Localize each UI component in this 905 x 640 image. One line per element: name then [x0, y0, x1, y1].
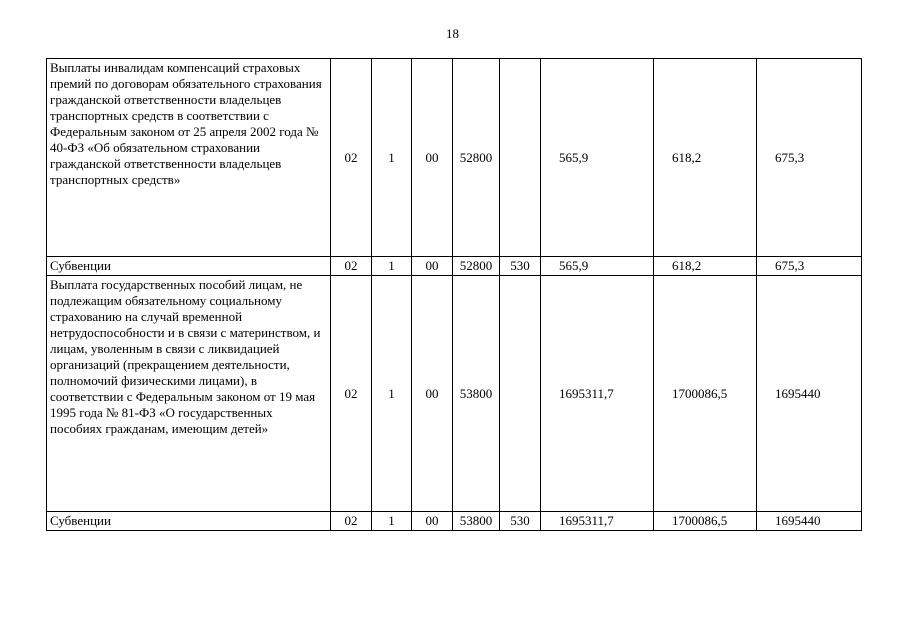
- amount-year-3: 675,3: [757, 59, 862, 257]
- budget-table: [46, 58, 862, 531]
- page-number: 18: [446, 26, 459, 41]
- table-row: [47, 512, 862, 531]
- direction-code: 53800: [453, 276, 500, 512]
- amount-year-3: 1695440: [757, 276, 862, 512]
- amount-year-1: 1695311,7: [541, 512, 654, 531]
- table-row: [47, 257, 862, 276]
- section-code: 02: [331, 276, 372, 512]
- amount-year-2: 1700086,5: [654, 276, 757, 512]
- amount-year-3: 675,3: [757, 257, 862, 276]
- subsection-code: 1: [372, 276, 412, 512]
- row-description: Выплаты инвалидам компенсаций страховых премий по договорам обязательного страхования гражданской ответственности владельцев транспортных средств в соответствии с Федеральным законом от 25 апреля 2002 года № 40-ФЗ «Об обязательном страховании гражданской ответственности владельцев транспортных средств»: [47, 59, 331, 257]
- section-code: 02: [331, 59, 372, 257]
- direction-code: 52800: [453, 257, 500, 276]
- subsection-code: 1: [372, 59, 412, 257]
- section-code: 02: [331, 512, 372, 531]
- table-row: [47, 59, 862, 257]
- row-description: Субвенции: [47, 257, 331, 276]
- row-description: Выплата государственных пособий лицам, не подлежащим обязательному социальному страхованию на случай временной нетрудоспособности и в связи с материнством, и лицам, уволенным в связи с ликвидацией организаций (прекращением деятельности, полномочий физическими лицами), в соответствии с Федеральным законом от 19 мая 1995 года № 81-ФЗ «О государственных пособиях гражданам, имеющим детей»: [47, 276, 331, 512]
- program-code: 00: [412, 512, 453, 531]
- amount-year-3: 1695440: [757, 512, 862, 531]
- amount-year-2: 618,2: [654, 59, 757, 257]
- expense-type-code: 530: [500, 257, 541, 276]
- amount-year-2: 1700086,5: [654, 512, 757, 531]
- program-code: 00: [412, 276, 453, 512]
- amount-year-2: 618,2: [654, 257, 757, 276]
- amount-year-1: 565,9: [541, 59, 654, 257]
- section-code: 02: [331, 257, 372, 276]
- row-description: Субвенции: [47, 512, 331, 531]
- expense-type-code: [500, 276, 541, 512]
- direction-code: 52800: [453, 59, 500, 257]
- amount-year-1: 1695311,7: [541, 276, 654, 512]
- subsection-code: 1: [372, 257, 412, 276]
- expense-type-code: 530: [500, 512, 541, 531]
- program-code: 00: [412, 59, 453, 257]
- expense-type-code: [500, 59, 541, 257]
- subsection-code: 1: [372, 512, 412, 531]
- direction-code: 53800: [453, 512, 500, 531]
- program-code: 00: [412, 257, 453, 276]
- table-row: [47, 276, 862, 512]
- amount-year-1: 565,9: [541, 257, 654, 276]
